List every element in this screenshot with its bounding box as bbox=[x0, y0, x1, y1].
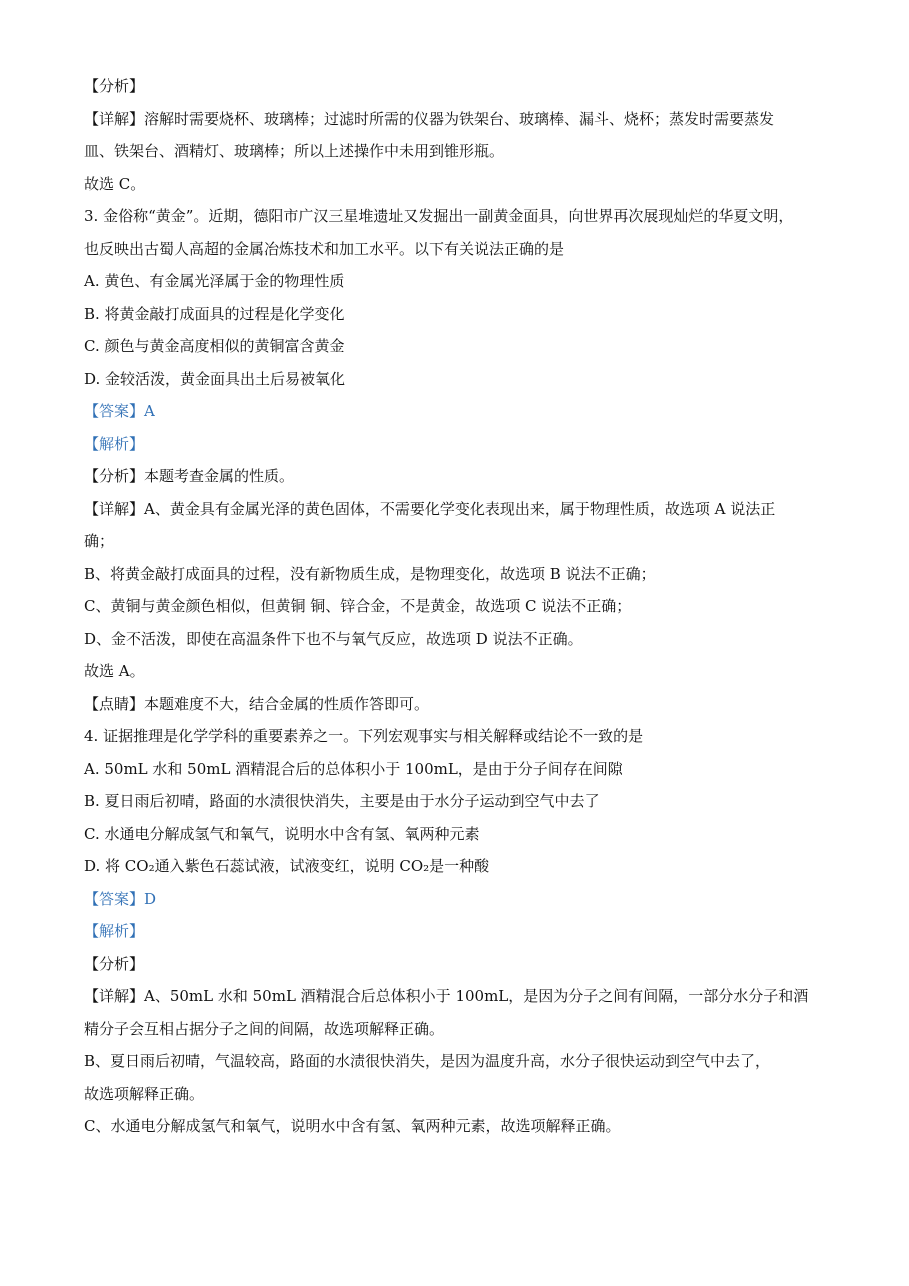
question-3-detail-a-line2: 确； bbox=[84, 532, 115, 550]
question-3-option-d: D. 金较活泼，黄金面具出土后易被氧化 bbox=[84, 369, 346, 388]
question-3-stem-line2: 也反映出古蜀人高超的金属冶炼技术和加工水平。以下有关说法正确的是 bbox=[84, 239, 565, 258]
question-3-detail-d: D、金不活泼，即使在高温条件下也不与氧气反应，故选项 D 说法不正确。 bbox=[84, 629, 583, 648]
question-4-detail-a-line1: 【详解】A、50mL 水和 50mL 酒精混合后总体积小于 100mL，是因为分子之间有间隔，一部分水分子和酒 bbox=[84, 987, 809, 1005]
question-3-detail-b: B、将黄金敲打成面具的过程，没有新物质生成，是物理变化，故选项 B 说法不正确； bbox=[84, 564, 656, 583]
detail-q2-line2: 皿、铁架台、酒精灯、玻璃棒；所以上述操作中未用到锥形瓶。 bbox=[84, 142, 505, 160]
question-3-option-b: B. 将黄金敲打成面具的过程是化学变化 bbox=[84, 304, 345, 323]
question-4-option-c: C. 水通电分解成氢气和氧气，说明水中含有氢、氧两种元素 bbox=[84, 824, 480, 843]
question-3-option-c: C. 颜色与黄金高度相似的黄铜富含黄金 bbox=[84, 337, 345, 355]
question-4-detail-b-line1: B、夏日雨后初晴，气温较高，路面的水渍很快消失，是因为温度升高，水分子很快运动到空气中去了， bbox=[84, 1052, 771, 1070]
question-4-explanation-heading: 【解析】 bbox=[84, 922, 145, 940]
question-3-option-a: A. 黄色、有金属光泽属于金的物理性质 bbox=[84, 272, 345, 290]
question-3-conclusion: 故选 A。 bbox=[84, 662, 145, 680]
question-4-stem: 4. 证据推理是化学学科的重要素养之一。下列宏观事实与相关解释或结论不一致的是 bbox=[84, 727, 644, 745]
question-3-tip: 【点睛】本题难度不大，结合金属的性质作答即可。 bbox=[84, 694, 430, 713]
document-page bbox=[84, 76, 834, 1149]
question-4-option-a: A. 50mL 水和 50mL 酒精混合后的总体积小于 100mL，是由于分子间存在间隙 bbox=[84, 759, 623, 778]
question-4-detail-a-line2: 精分子会互相占据分子之间的间隔，故选项解释正确。 bbox=[84, 1019, 445, 1038]
detail-q2-line1: 【详解】溶解时需要烧杯、玻璃棒；过滤时所需的仪器为铁架台、玻璃棒、漏斗、烧杯；蒸发时需要蒸发 bbox=[84, 109, 775, 128]
question-3-explanation-heading: 【解析】 bbox=[84, 434, 145, 453]
question-4-option-d: D. 将 CO₂通入紫色石蕊试液，试液变红，说明 CO₂是一种酸 bbox=[84, 857, 490, 875]
question-4-analysis: 【分析】 bbox=[84, 954, 145, 973]
question-3-stem-line1: 3. 金俗称“黄金”。近期，德阳市广汉三星堆遗址又发掘出一副黄金面具，向世界再次展现灿烂的华夏文明， bbox=[84, 207, 794, 225]
conclusion-q2: 故选 C。 bbox=[84, 174, 146, 193]
question-3-analysis: 【分析】本题考查金属的性质。 bbox=[84, 467, 295, 485]
question-3-answer: 【答案】A bbox=[84, 402, 155, 420]
question-3-detail-c: C、黄铜与黄金颜色相似，但黄铜 铜、锌合金，不是黄金，故选项 C 说法不正确； bbox=[84, 597, 632, 615]
question-4-answer: 【答案】D bbox=[84, 889, 157, 908]
analysis-heading-q2: 【分析】 bbox=[84, 77, 145, 95]
question-4-detail-b-line2: 故选项解释正确。 bbox=[84, 1084, 205, 1103]
question-4-option-b: B. 夏日雨后初晴，路面的水渍很快消失，主要是由于水分子运动到空气中去了 bbox=[84, 792, 600, 810]
question-3-detail-a-line1: 【详解】A、黄金具有金属光泽的黄色固体，不需要化学变化表现出来，属于物理性质，故选项 A 说法正 bbox=[84, 499, 776, 518]
question-4-detail-c: C、水通电分解成氢气和氧气，说明水中含有氢、氧两种元素，故选项解释正确。 bbox=[84, 1117, 621, 1135]
